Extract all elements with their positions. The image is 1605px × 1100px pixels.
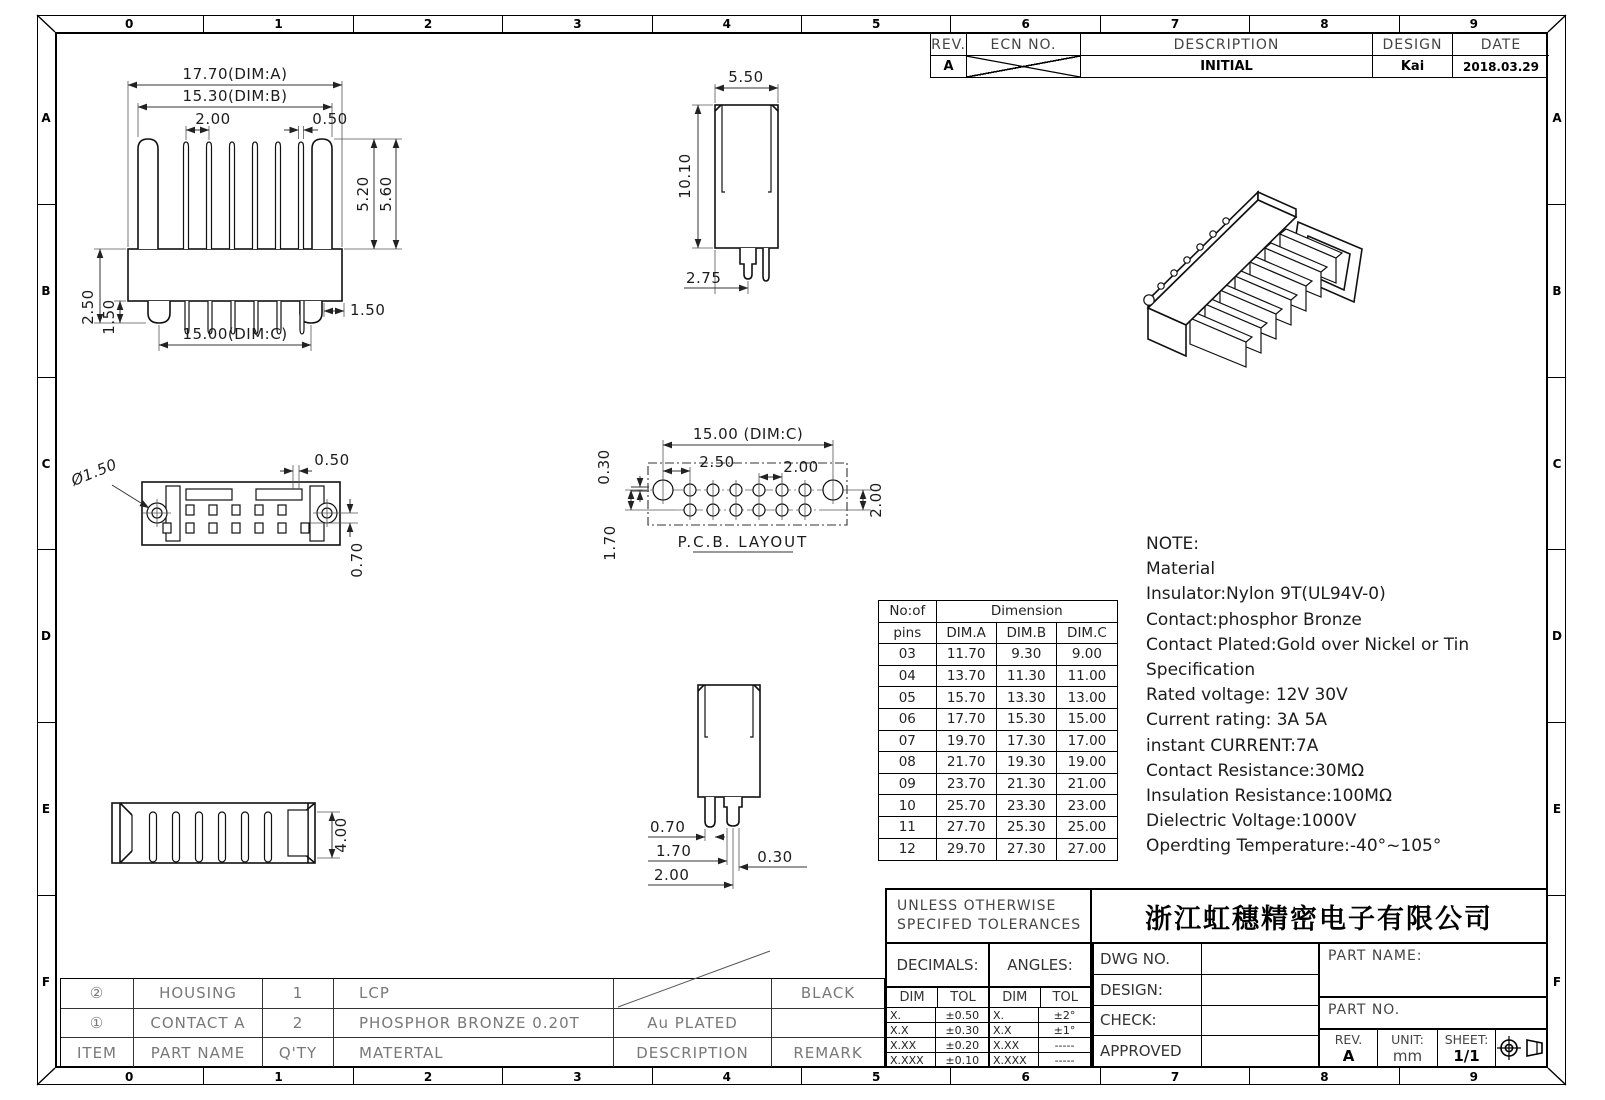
rev-field-value: A <box>1342 1046 1355 1065</box>
dim-label-pcb-pitch-b: 2.00 <box>783 458 819 476</box>
parts-row-housing <box>61 979 884 1009</box>
dim-c-cell: 15.00 <box>1057 709 1117 731</box>
ruler-number: 7 <box>1101 15 1250 32</box>
tolerance-row <box>990 1023 1090 1038</box>
dim-label-pcb-rowgap: 1.70 <box>601 525 619 561</box>
approval-value <box>1202 1036 1318 1066</box>
ruler-letter: B <box>37 205 55 378</box>
ruler-number: 3 <box>503 15 652 32</box>
approval-row <box>1094 975 1318 1006</box>
dim-b-cell: 23.30 <box>997 795 1057 817</box>
dim-a-cell: 27.70 <box>937 817 997 839</box>
dim-b-cell: 11.30 <box>997 666 1057 688</box>
ruler-number: 2 <box>354 1068 503 1085</box>
ruler-number: 7 <box>1101 1068 1250 1085</box>
tolerance-row <box>990 1008 1090 1023</box>
pin-count-cell: 06 <box>879 709 937 731</box>
front-view-drawing <box>80 55 520 355</box>
note-line: Current rating: 3A 5A <box>1146 710 1328 731</box>
ruler-number: 4 <box>653 1068 802 1085</box>
angles-dim-header: DIM <box>990 988 1041 1008</box>
angles-rows <box>990 1008 1090 1068</box>
design-col-header: DESIGN <box>1373 34 1453 56</box>
sheet-field-value: 1/1 <box>1453 1046 1480 1065</box>
dim-label-side2-d4: 0.30 <box>757 848 793 866</box>
ruler-letter: C <box>1548 378 1566 551</box>
dim-a-cell: 13.70 <box>937 666 997 688</box>
item-header: ITEM <box>61 1038 134 1067</box>
note-line: Material <box>1146 559 1216 580</box>
dim-b-cell: 9.30 <box>997 644 1057 666</box>
ruler-number: 6 <box>951 1068 1100 1085</box>
dim-label-front-pitch: 2.00 <box>195 110 231 128</box>
parts-header-row <box>61 1038 884 1067</box>
ruler-number: 0 <box>55 1068 204 1085</box>
dim-label-front-c: 15.00(DIM:C) <box>182 325 288 343</box>
approval-value <box>1202 944 1318 974</box>
date-value: 2018.03.29 <box>1463 59 1539 74</box>
pin-table-row <box>879 774 1117 796</box>
pin-table-row <box>879 687 1117 709</box>
ruler-letter: D <box>1548 550 1566 723</box>
approval-label: APPROVED <box>1094 1036 1202 1066</box>
tolerance-value: ±0.50 <box>936 1008 988 1023</box>
tolerance-dim: X.X <box>990 1023 1039 1038</box>
rev-col-header: REV. <box>931 34 967 56</box>
tolerance-row <box>887 1008 988 1023</box>
projection-symbol-cell <box>1496 1030 1546 1066</box>
dim-label-side2-d3: 2.00 <box>654 866 690 884</box>
note-line: instant CURRENT:7A <box>1146 735 1319 756</box>
dim-label-side2-d2: 1.70 <box>656 842 692 860</box>
dim-b-cell: 21.30 <box>997 774 1057 796</box>
dim-b-cell: 19.30 <box>997 752 1057 774</box>
pcb-layout-drawing <box>593 405 893 575</box>
pin-table-header-pins: pins <box>879 623 937 645</box>
tolerances-line2: SPECIFED TOLERANCES <box>897 917 1082 933</box>
dim-a-cell: 19.70 <box>937 731 997 753</box>
dim-c-cell: 19.00 <box>1057 752 1117 774</box>
ruler-number: 5 <box>802 15 951 32</box>
dim-label-front-a: 17.70(DIM:A) <box>182 65 288 83</box>
pin-table-col-dima: DIM.A <box>937 623 997 645</box>
note-line: Operdting Temperature:-40°~105° <box>1146 836 1442 857</box>
dim-a-cell: 11.70 <box>937 644 997 666</box>
item-number: ② <box>61 979 134 1008</box>
part-name-header: PART NAME <box>134 1038 263 1067</box>
side-view2-drawing <box>612 645 852 890</box>
note-line: NOTE: <box>1146 534 1199 554</box>
pin-table-body <box>879 644 1117 860</box>
ruler-number: 1 <box>204 1068 353 1085</box>
tolerance-row <box>887 1053 988 1068</box>
material-value: LCP <box>334 979 614 1008</box>
approval-row <box>1094 1006 1318 1037</box>
remark-header: REMARK <box>793 1043 863 1062</box>
dim-c-cell: 25.00 <box>1057 817 1117 839</box>
pin-table-header-dimension: Dimension <box>937 601 1117 623</box>
note-line: Contact Resistance:30MΩ <box>1146 760 1365 781</box>
ruler-letter: F <box>41 975 51 990</box>
ruler-number: 3 <box>503 1068 652 1085</box>
tolerance-value: ±2° <box>1039 1008 1090 1023</box>
pin-table-row <box>879 731 1117 753</box>
description-value: Au PLATED <box>614 1009 772 1038</box>
tolerance-value: ±0.20 <box>936 1038 988 1053</box>
rev-value: A <box>931 56 967 77</box>
note-block <box>1146 532 1546 859</box>
pin-count-cell: 12 <box>879 839 937 861</box>
pin-table-row <box>879 752 1117 774</box>
dim-label-top-height: 4.00 <box>332 817 350 853</box>
ruler-letter: B <box>1548 205 1566 378</box>
dim-label-pcb-pitch-a: 2.50 <box>699 453 735 471</box>
pin-count-cell: 08 <box>879 752 937 774</box>
tolerance-dim: X.XXX <box>887 1053 936 1068</box>
dim-label-front-d1: 2.50 <box>79 289 97 325</box>
dim-a-cell: 21.70 <box>937 752 997 774</box>
dim-b-cell: 27.30 <box>997 839 1057 861</box>
description-col-header: DESCRIPTION <box>1081 34 1373 56</box>
dim-c-cell: 21.00 <box>1057 774 1117 796</box>
sheet-field-label: SHEET: <box>1444 1031 1489 1047</box>
tolerance-value: ±0.30 <box>936 1023 988 1038</box>
part-no-cell: PART NO. <box>1320 998 1548 1030</box>
dim-c-cell: 13.00 <box>1057 687 1117 709</box>
tolerances-line1: UNLESS OTHERWISE <box>897 898 1057 914</box>
dim-c-cell: 11.00 <box>1057 666 1117 688</box>
note-line: Insulation Resistance:100MΩ <box>1146 785 1392 806</box>
angles-label-cell <box>990 944 1092 988</box>
unit-field-label: UNIT: <box>1391 1031 1424 1047</box>
part-name-cell: PART NAME: <box>1320 944 1548 998</box>
ruler-top <box>55 15 1548 32</box>
note-line: Rated voltage: 12V 30V <box>1146 685 1348 706</box>
approval-value <box>1202 975 1318 1005</box>
tolerances-header-cell <box>885 888 1092 944</box>
dim-label-side2-d1: 0.70 <box>650 818 686 836</box>
side-view-drawing <box>640 50 890 300</box>
pin-count-cell: 04 <box>879 666 937 688</box>
isometric-view-drawing <box>1120 160 1480 390</box>
pin-table-header-noof: No:of <box>879 601 937 623</box>
approval-label: DESIGN: <box>1094 975 1202 1005</box>
tolerance-dim: X.XX <box>887 1038 936 1053</box>
ruler-number: 8 <box>1250 1068 1399 1085</box>
parts-row-contact <box>61 1009 884 1039</box>
rev-field-label: REV. <box>1334 1031 1363 1047</box>
dim-a-cell: 17.70 <box>937 709 997 731</box>
decimals-tol-header: TOL <box>938 988 988 1008</box>
dim-label-front-leg: 1.50 <box>350 301 386 319</box>
ruler-letter: A <box>37 32 55 205</box>
ruler-letter: D <box>37 550 55 723</box>
ruler-number: 0 <box>55 15 204 32</box>
pin-table-row <box>879 644 1117 666</box>
qty-value: 2 <box>263 1009 334 1038</box>
ruler-number: 4 <box>653 15 802 32</box>
remark-value <box>772 1009 884 1038</box>
dim-label-side-pin: 2.75 <box>686 269 722 287</box>
tolerance-row <box>887 1023 988 1038</box>
dim-c-cell: 17.00 <box>1057 731 1117 753</box>
ruler-left <box>37 32 55 1068</box>
qty-header: Q'TY <box>263 1038 334 1067</box>
dim-label-bottom-offset: 0.70 <box>348 542 366 578</box>
item-number: ① <box>61 1009 134 1038</box>
approval-row <box>1094 1036 1318 1066</box>
ruler-number: 5 <box>802 1068 951 1085</box>
company-name: 浙江虹穗精密电子有限公司 <box>1092 888 1548 944</box>
decimals-rows <box>887 1008 988 1068</box>
pin-count-cell: 09 <box>879 774 937 796</box>
tolerance-row <box>990 1038 1090 1053</box>
unit-field-value: mm <box>1392 1046 1423 1065</box>
dim-label-front-h1: 5.20 <box>354 176 372 212</box>
tolerance-dim: X. <box>887 1008 936 1023</box>
dim-a-cell: 25.70 <box>937 795 997 817</box>
ecn-col-header: ECN NO. <box>967 34 1081 56</box>
decimals-table <box>885 988 990 1068</box>
ruler-letter: E <box>37 723 55 896</box>
dim-a-cell: 15.70 <box>937 687 997 709</box>
tolerance-dim: X.XX <box>990 1038 1039 1053</box>
dim-b-cell: 17.30 <box>997 731 1057 753</box>
qty-value: 1 <box>263 979 334 1008</box>
note-line: Contact:phosphor Bronze <box>1146 609 1362 630</box>
ruler-letter: E <box>1548 723 1566 896</box>
dim-label-pcb-rowpitch: 2.00 <box>867 482 885 518</box>
part-name-value: CONTACT A <box>134 1009 263 1038</box>
ruler-letter: F <box>1552 975 1562 990</box>
pin-count-cell: 10 <box>879 795 937 817</box>
approval-fields <box>1092 944 1320 1068</box>
approval-value <box>1202 1006 1318 1036</box>
dim-b-cell: 25.30 <box>997 817 1057 839</box>
pcb-layout-title: P.C.B. LAYOUT <box>677 533 809 551</box>
dim-label-side-height: 10.10 <box>676 153 694 199</box>
approval-label: CHECK: <box>1094 1006 1202 1036</box>
dim-b-cell: 13.30 <box>997 687 1057 709</box>
note-line: Specification <box>1146 659 1256 680</box>
parts-table <box>60 978 885 1068</box>
tolerance-row <box>990 1053 1090 1068</box>
dim-c-cell: 9.00 <box>1057 644 1117 666</box>
dim-c-cell: 27.00 <box>1067 841 1107 858</box>
pin-table-col-dimb: DIM.B <box>997 623 1057 645</box>
description-header: DESCRIPTION <box>614 1038 772 1067</box>
decimals-label: DECIMALS: <box>896 956 979 974</box>
pin-table-row <box>879 709 1117 731</box>
part-name-value: HOUSING <box>134 979 263 1008</box>
note-line: Contact Plated:Gold over Nickel or Tin <box>1146 634 1470 655</box>
tolerance-dim: X. <box>990 1008 1039 1023</box>
tolerance-value: ----- <box>1039 1038 1090 1053</box>
decimals-dim-header: DIM <box>887 988 938 1008</box>
pin-count-cell: 03 <box>879 644 937 666</box>
dim-c-cell: 23.00 <box>1057 795 1117 817</box>
dim-label-front-b: 15.30(DIM:B) <box>182 87 288 105</box>
tolerance-dim: X.X <box>887 1023 936 1038</box>
revision-table <box>930 33 1548 78</box>
dim-label-side-width: 5.50 <box>728 68 764 86</box>
pin-table-row <box>879 795 1117 817</box>
third-angle-projection-icon <box>1496 1031 1546 1065</box>
dim-label-front-h2: 5.60 <box>377 176 395 212</box>
angles-table <box>990 988 1092 1068</box>
dim-label-pcb-offset: 0.30 <box>595 449 613 485</box>
ruler-right <box>1548 32 1566 1068</box>
dim-b-cell: 15.30 <box>997 709 1057 731</box>
pin-count-cell: 05 <box>879 687 937 709</box>
dim-label-front-d2: 1.50 <box>100 299 118 335</box>
decimals-label-cell <box>885 944 990 988</box>
date-col-header: DATE <box>1453 34 1549 56</box>
remark-value: BLACK <box>800 984 856 1003</box>
design-value: Kai <box>1373 56 1453 77</box>
ruler-letter: A <box>1548 32 1566 205</box>
ruler-bottom <box>55 1068 1548 1085</box>
tolerance-value: ±1° <box>1039 1023 1090 1038</box>
pin-table-row <box>879 839 1117 861</box>
ecn-empty-cell <box>967 56 1081 77</box>
note-line: Insulator:Nylon 9T(UL94V-0) <box>1146 584 1386 605</box>
ruler-number: 9 <box>1469 16 1479 31</box>
ruler-letter: C <box>37 378 55 551</box>
note-line: Dielectric Voltage:1000V <box>1146 811 1357 832</box>
pin-dimension-table <box>878 600 1118 861</box>
pin-count-cell: 11 <box>879 817 937 839</box>
tolerance-dim: X.XXX <box>990 1053 1039 1068</box>
approval-row <box>1094 944 1318 975</box>
material-header: MATERTAL <box>334 1038 614 1067</box>
pin-table-row <box>879 666 1117 688</box>
pin-count-cell: 07 <box>879 731 937 753</box>
ruler-number: 2 <box>354 15 503 32</box>
ruler-number: 6 <box>951 15 1100 32</box>
rev-unit-sheet-row <box>1320 1030 1548 1068</box>
angles-label: ANGLES: <box>1007 956 1073 974</box>
tolerance-value: ±0.10 <box>945 1054 980 1067</box>
material-value: PHOSPHOR BRONZE 0.20T <box>334 1009 614 1038</box>
tolerance-value: ----- <box>1054 1054 1075 1067</box>
ruler-number: 8 <box>1250 15 1399 32</box>
approval-label: DWG NO. <box>1094 944 1202 974</box>
top-view-drawing <box>90 760 360 875</box>
ruler-number: 9 <box>1469 1069 1479 1084</box>
tolerance-row <box>887 1038 988 1053</box>
dim-label-bottom-slot: 0.50 <box>314 451 350 469</box>
dim-label-pcb-c: 15.00 (DIM:C) <box>692 425 804 443</box>
dim-label-bottom-hole: Ø1.50 <box>68 455 120 490</box>
dim-label-front-pin-width: 0.50 <box>312 110 348 128</box>
bottom-view-drawing <box>60 425 390 600</box>
ruler-number: 1 <box>204 15 353 32</box>
pin-table-col-dimc: DIM.C <box>1057 623 1117 645</box>
dim-a-cell: 29.70 <box>937 839 997 861</box>
description-value <box>614 979 772 1008</box>
description-value: INITIAL <box>1081 56 1373 77</box>
angles-tol-header: TOL <box>1041 988 1091 1008</box>
pin-table-row <box>879 817 1117 839</box>
dim-a-cell: 23.70 <box>937 774 997 796</box>
